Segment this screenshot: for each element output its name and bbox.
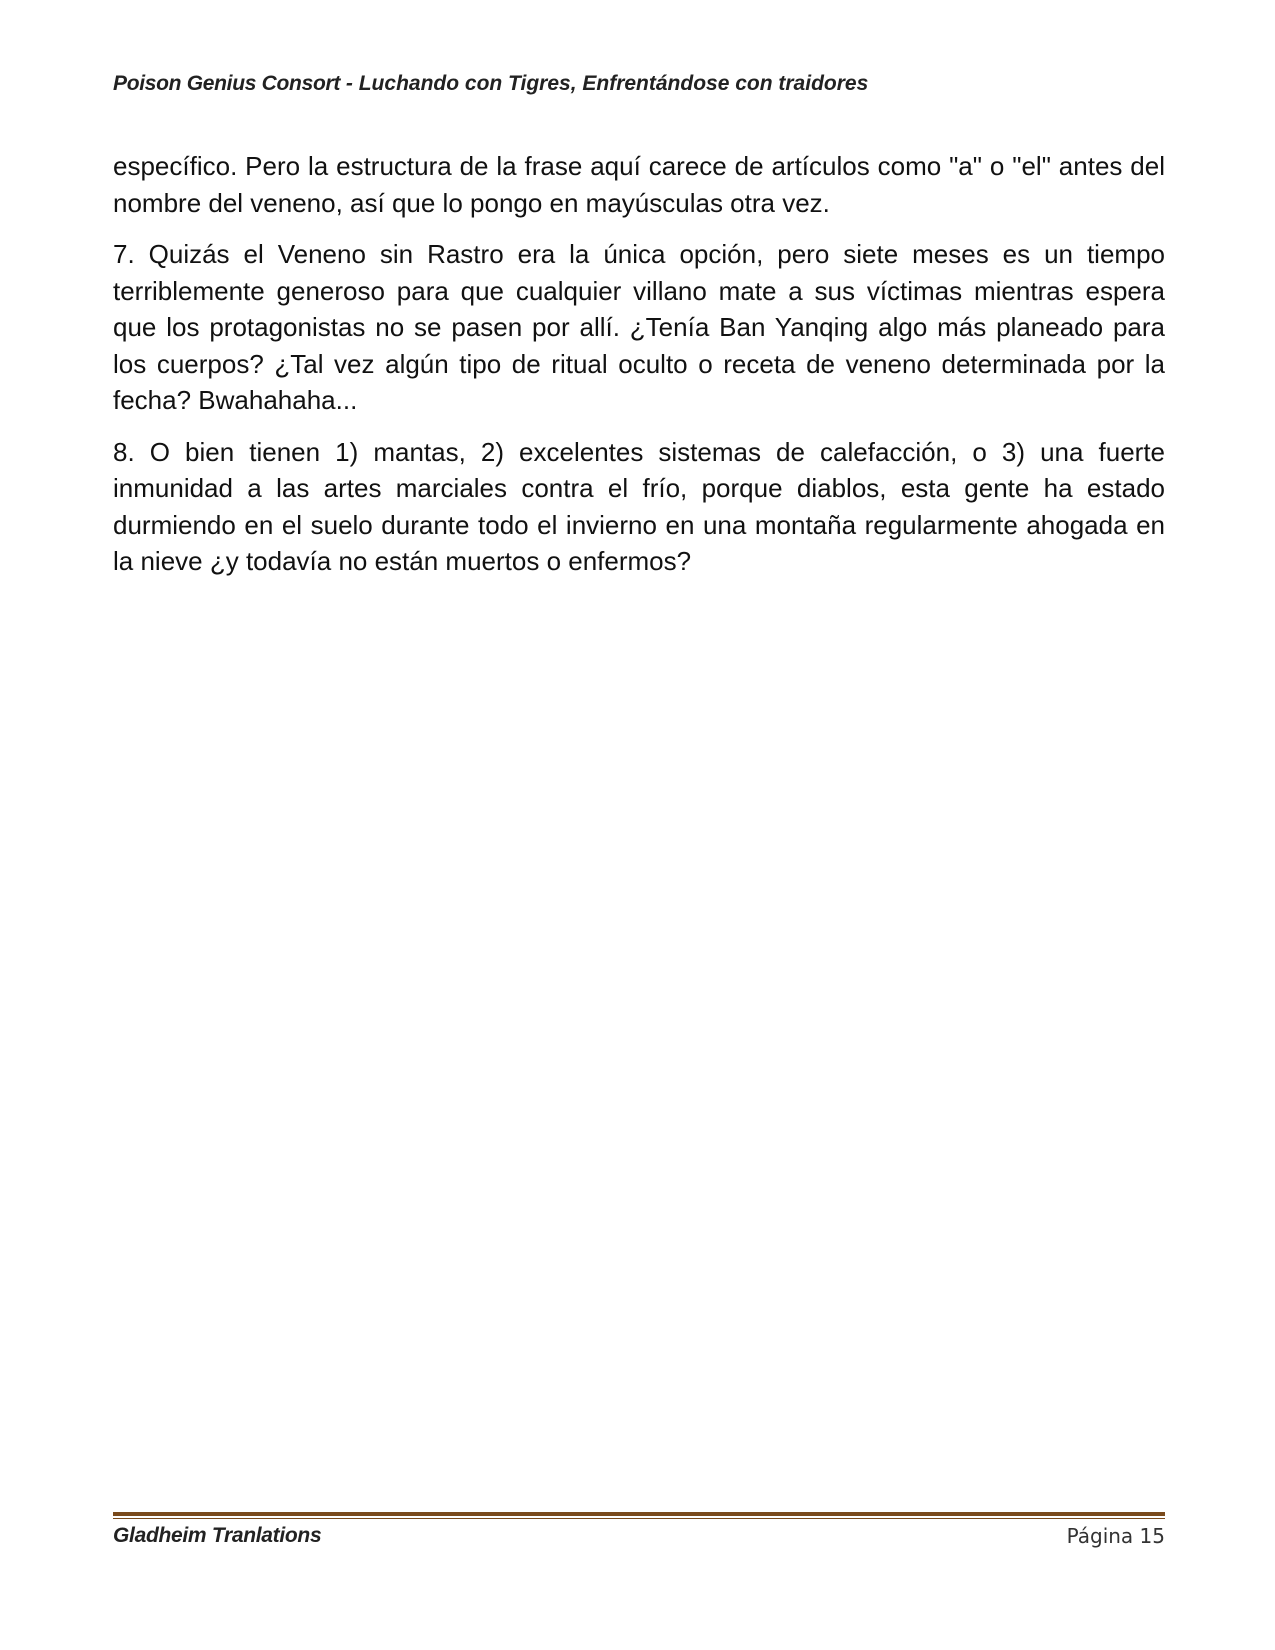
- footnote-7: 7. Quizás el Veneno sin Rastro era la única opción, pero siete meses es un tiempo terriblemente generoso para que cualquier villano mate a sus víctimas mientras espera que los protagonistas no se pasen por allí. ¿Tenía Ban Yanqing algo más planeado para los cuerpos? ¿Tal vez algún tipo de ritual oculto o receta de veneno determinada por la fecha? Bwahahaha...: [113, 239, 1165, 415]
- page-body: [113, 148, 1165, 595]
- footer-publisher: Gladheim Tranlations: [113, 1524, 322, 1547]
- footnote-8: 8. O bien tienen 1) mantas, 2) excelentes sistemas de calefacción, o 3) una fuerte inmunidad a las artes marciales contra el frío, porque diablos, esta gente ha estado durmiendo en el suelo durante todo el invierno en una montaña regularmente ahogada en la nieve ¿y todavía no están muertos o enfermos?: [113, 436, 1165, 576]
- header-separator: -: [340, 72, 359, 95]
- paragraph-continuation: específico. Pero la estructura de la frase aquí carece de artículos como "a" o "el" antes del nombre del veneno, así que lo pongo en mayúsculas otra vez.: [113, 151, 1165, 218]
- footer-divider: [113, 1512, 1165, 1522]
- series-title: Poison Genius Consort: [113, 72, 341, 95]
- page-number: Página 15: [1066, 1524, 1165, 1548]
- page-header: [113, 72, 1163, 96]
- chapter-subtitle: Luchando con Tigres, Enfrentándose con traidores: [358, 72, 869, 95]
